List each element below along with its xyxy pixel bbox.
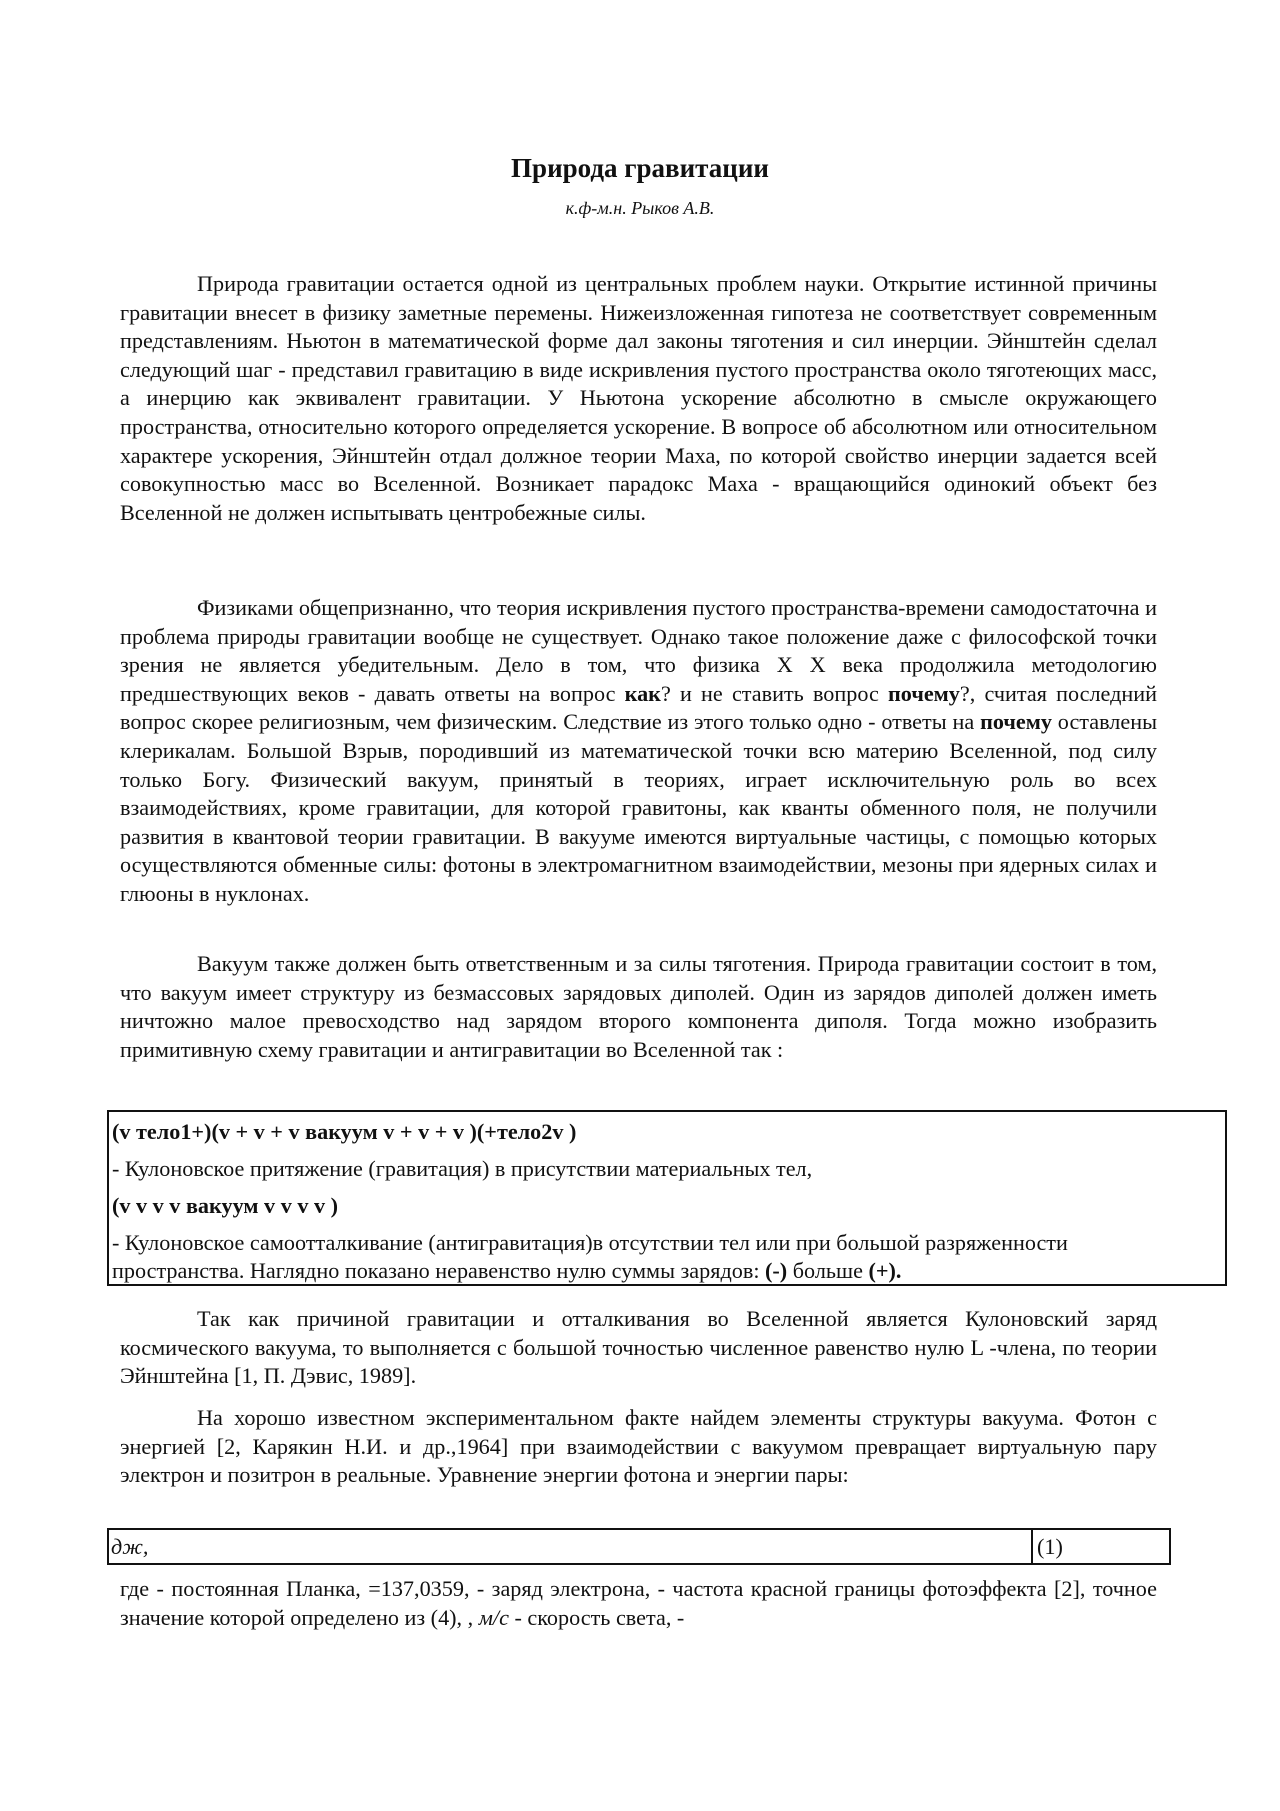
charge-minus: (-) <box>765 1258 788 1283</box>
scheme-text: больше <box>787 1258 869 1283</box>
equation-expression: дж, <box>109 1530 1033 1563</box>
gravitation-scheme-box <box>107 1110 1227 1286</box>
charge-plus: (+). <box>868 1258 902 1283</box>
scheme-text: пространства. Наглядно показано неравенство нулю суммы зарядов: <box>112 1258 766 1283</box>
paragraph-dipole-structure: Вакуум также должен быть ответственным и за силы тяготения. Природа гравитации состоит в том, что вакуум имеет структуру из безмассовых зарядовых диполей. Один из зарядов диполей должен иметь ничтожно малое превосходство над зарядом второго компонента диполя. Тогда можно изобразить примитивную схему гравитации и антигравитации во Вселенной так : <box>120 951 1157 1062</box>
paragraph-coulomb-charge: Так как причиной гравитации и отталкивания во Вселенной является Кулоновский заряд космического вакуума, то выполняется с большой точностью численное равенство нулю L -члена, по теории Эйнштейна [1, П. Дэвис, 1989]. <box>120 1306 1157 1389</box>
page-title: Природа гравитации <box>511 153 769 183</box>
scheme-description-antigravitation-cont <box>109 1257 1225 1285</box>
paragraph-text: - скорость света, - <box>508 1604 685 1630</box>
paragraph-text: Физиками общепризнанно, что теория искривления пустого пространства-времени самодостаточна и проблема природы гравитации вообще не существует. Однако такое положение даже с философской точки зрения не является убедительным. Дело в том, что физика Х Х века продолжила методологию предшествующих веков - давать ответы на вопрос <box>120 595 1157 706</box>
bold-word-pochemu: почему <box>980 709 1052 735</box>
scheme-description-gravitation: - Кулоновское притяжение (гравитация) в присутствии материальных тел, <box>112 1156 813 1181</box>
unit-ms: м/с <box>478 1604 509 1630</box>
equation-table <box>107 1528 1171 1565</box>
paragraph-text: ?, считая последний вопрос скорее религиозным, чем физическим. Следствие из этого только одно - ответы на <box>120 680 1158 735</box>
author-line: к.ф-м.н. Рыков А.В. <box>565 198 715 218</box>
scheme-formula-antigravitation: (v v v v вакуум v v v v ) <box>112 1193 339 1218</box>
paragraph-photon-energy: На хорошо известном экспериментальном факте найдем элементы структуры вакуума. Фотон с энергией [2, Карякин Н.И. и др.,1964] при взаимодействии с вакуумом превращает виртуальную пару электрон и позитрон в реальные. Уравнение энергии фотона и энергии пары: <box>120 1405 1157 1488</box>
bold-word-kak: как <box>624 680 661 706</box>
paragraph-intro: Природа гравитации остается одной из центральных проблем науки. Открытие истинной причины гравитации внесет в физику заметные перемены. Нижеизложенная гипотеза не соответствует современным представлениям. Ньютон в математической форме дал законы тяготения и сил инерции. Эйнштейн сделал следующий шаг - представил гравитацию в виде искривления пустого пространства около тяготеющих масс, а инерцию как эквивалент гравитации. У Ньютона ускорение абсолютно в смысле окружающего пространства, относительно которого определяется ускорение. В вопросе об абсолютном или относительном характере ускорения, Эйнштейн отдал должное теории Маха, по которой свойство инерции задается всей совокупностью масс во Вселенной. Возникает парадокс Маха - вращающийся одинокий объект без Вселенной не должен испытывать центробежные силы. <box>120 271 1157 525</box>
paragraph-text: ? и не ставить вопрос <box>660 680 889 706</box>
paragraph-vacuum-theory <box>120 594 1157 909</box>
bold-word-pochemu: почему <box>888 680 960 706</box>
paragraph-constants <box>120 1575 1157 1632</box>
equation-number: (1) <box>1037 1534 1063 1559</box>
paragraph-text: где - постоянная Планка, =137,0359, - заряд электрона, - частота красной границы фотоэффекта [2], точное значение которой определено из (4), , <box>120 1576 1157 1630</box>
scheme-formula-gravitation: (v тело1+)(v + v + v вакуум v + v + v )(+тело2v ) <box>112 1119 577 1144</box>
scheme-description-antigravitation: - Кулоновское самоотталкивание (антигравитация)в отсутствии тел или при большой разряженности <box>112 1230 1068 1255</box>
paragraph-text: оставлены клерикалам. Большой Взрыв, породивший из математической точки всю материю Вселенной, под силу только Богу. Физический вакуум, принятый в теориях, играет исключительную роль во всех взаимодействиях, кроме гравитации, для которой гравитоны, как кванты обменного поля, не получили развития в квантовой теории гравитации. В вакууме имеются виртуальные частицы, с помощью которых осуществляются обменные силы: фотоны в электромагнитном взаимодействии, мезоны при ядерных силах и глюоны в нуклонах. <box>120 709 1157 906</box>
